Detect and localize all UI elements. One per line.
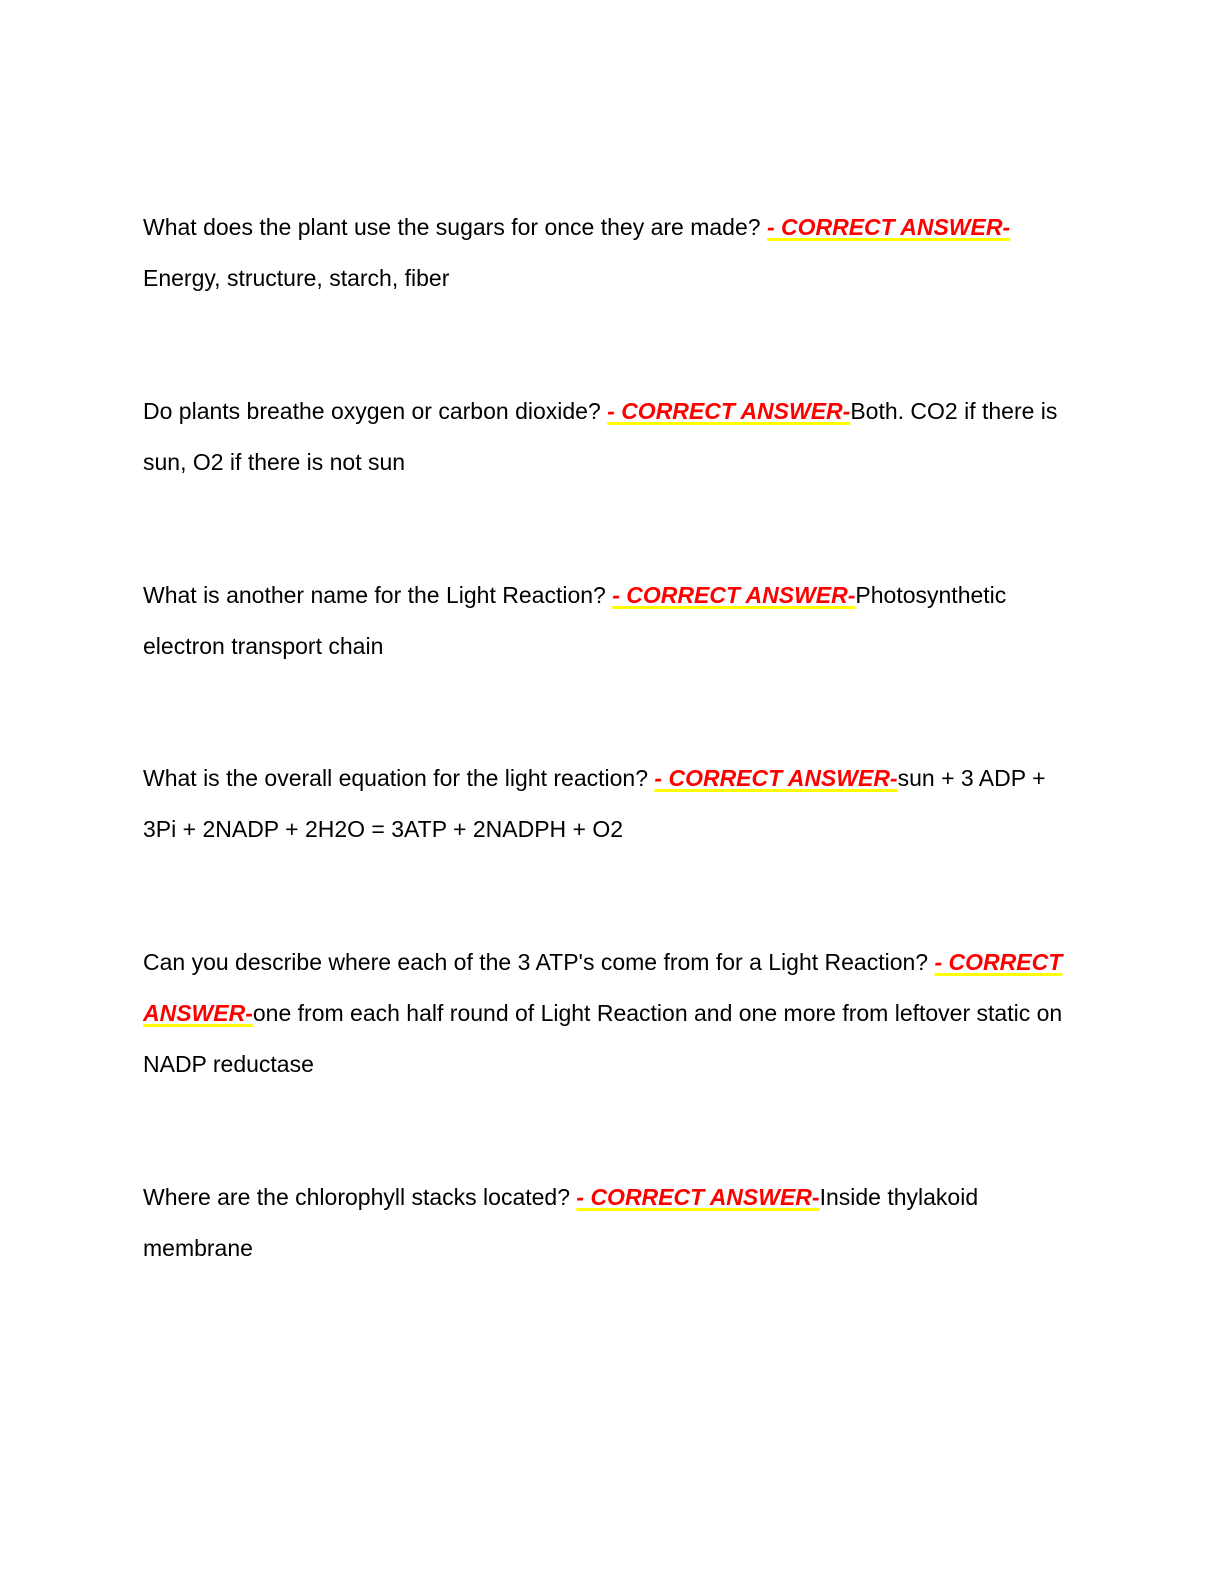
correct-answer-marker: - CORRECT ANSWER- bbox=[766, 214, 1011, 240]
correct-answer-marker: - CORRECT ANSWER- bbox=[612, 582, 856, 608]
question-text: Where are the chlorophyll stacks located? bbox=[143, 1184, 577, 1210]
question-text: What is another name for the Light Reaction? bbox=[143, 582, 613, 608]
question-text: Do plants breathe oxygen or carbon dioxide? bbox=[143, 398, 608, 424]
correct-answer-marker: - CORRECT ANSWER- bbox=[607, 398, 851, 424]
answer-text: sun + 3 ADP + 3Pi + 2NADP + 2H2O = 3ATP + 2NADPH + O2 bbox=[143, 765, 1046, 842]
correct-answer-marker: - CORRECT ANSWER- bbox=[576, 1184, 820, 1210]
question-text: What does the plant use the sugars for once they are made? bbox=[143, 214, 767, 240]
question-text: Can you describe where each of the 3 ATP's come from for a Light Reaction? bbox=[143, 949, 935, 975]
qa-item bbox=[143, 202, 1078, 304]
qa-item bbox=[143, 570, 1078, 672]
qa-item bbox=[143, 937, 1078, 1090]
correct-answer-marker: - CORRECT ANSWER- bbox=[654, 765, 898, 791]
qa-item bbox=[143, 1172, 1078, 1274]
answer-text: one from each half round of Light Reaction and one more from leftover static on NADP reductase bbox=[143, 1000, 1063, 1077]
qa-item bbox=[143, 753, 1078, 855]
answer-text: Both. CO2 if there is sun, O2 if there is not sun bbox=[143, 398, 1058, 475]
question-text: What is the overall equation for the light reaction? bbox=[143, 765, 655, 791]
answer-text: Inside thylakoid membrane bbox=[143, 1184, 979, 1261]
correct-answer-marker: - CORRECT ANSWER- bbox=[143, 949, 1063, 1026]
answer-text: Energy, structure, starch, fiber bbox=[143, 265, 450, 291]
answer-text: Photosynthetic electron transport chain bbox=[143, 582, 1007, 659]
qa-item bbox=[143, 386, 1078, 488]
